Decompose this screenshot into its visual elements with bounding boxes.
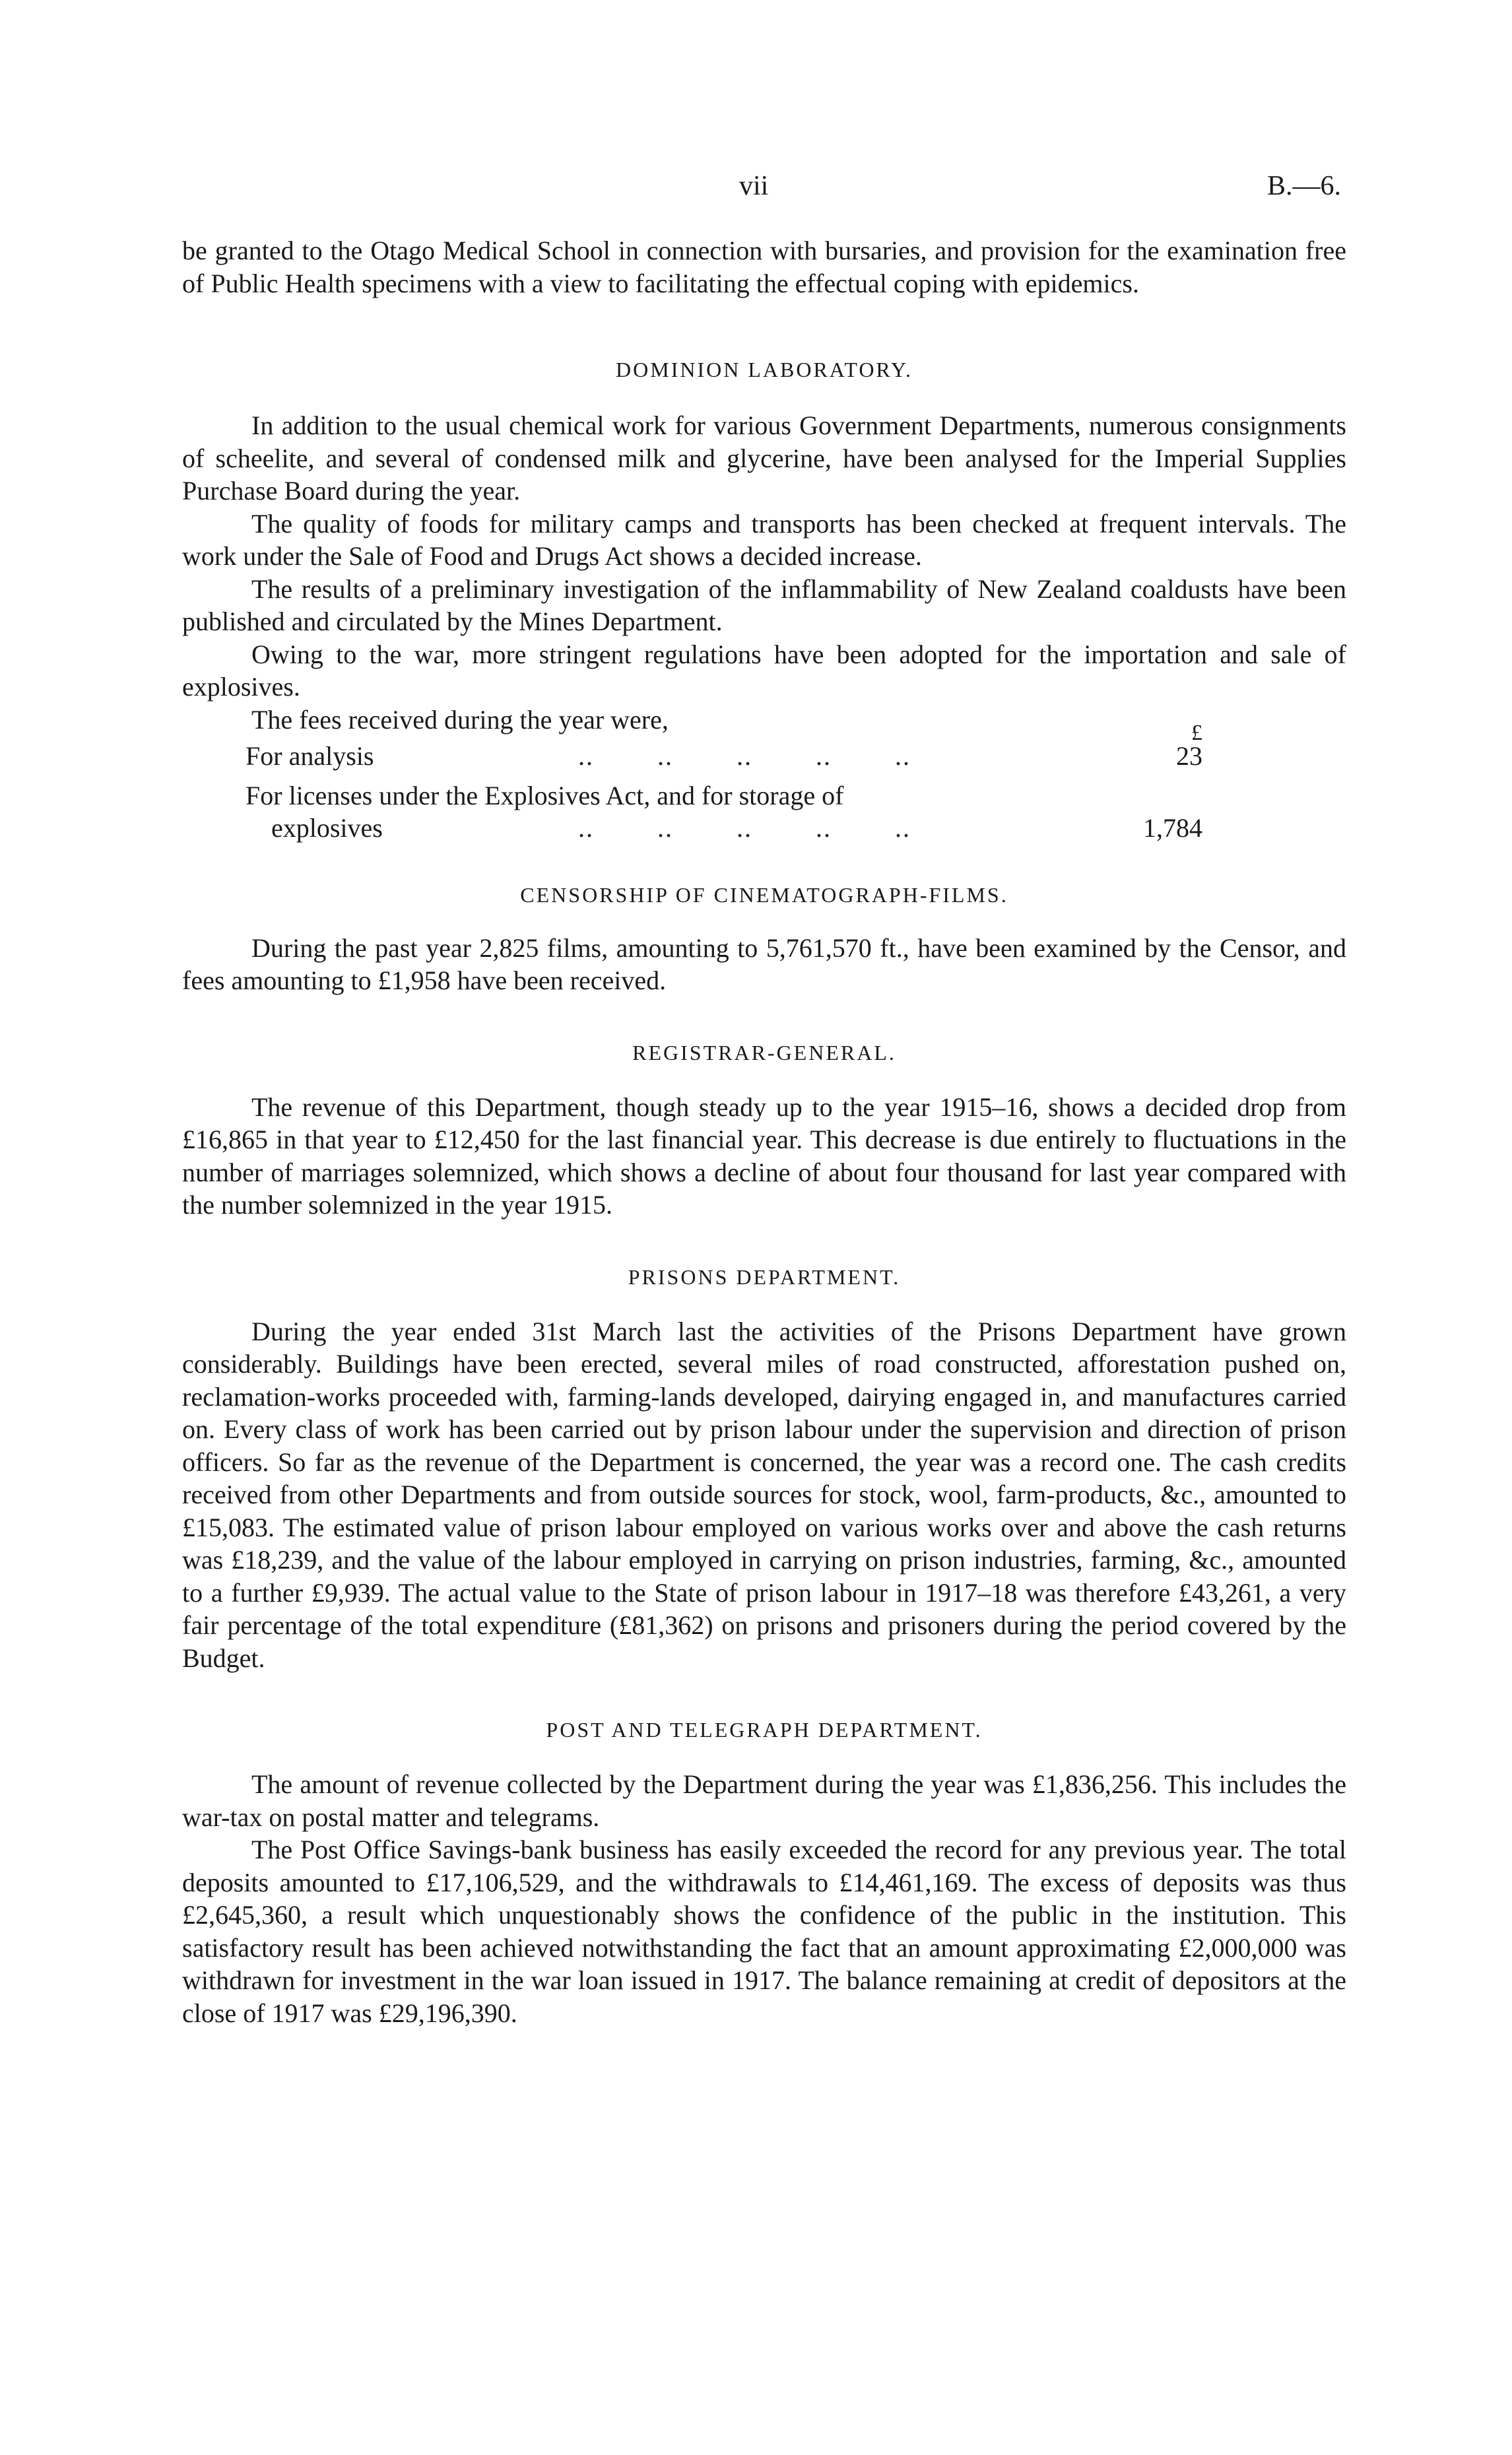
fee-amount: 23: [1176, 741, 1202, 771]
leader-dots: .. .. .. .. ..: [578, 813, 911, 843]
section-post-telegraph: [182, 1717, 1346, 2029]
section-heading: REGISTRAR-GENERAL.: [632, 1040, 896, 1064]
page-number: vii: [739, 171, 769, 201]
section-prisons: [182, 1264, 1346, 1675]
continuation-paragraph: be granted to the Otago Medical School in connection with bursaries, and provision for the examination free of Public Health specimens with a view to facilitating the effectual coping with epidemics.: [182, 236, 1346, 298]
section-heading: PRISONS DEPARTMENT.: [628, 1264, 901, 1289]
currency-header: £: [1191, 720, 1202, 745]
fee-label: explosives: [271, 813, 383, 843]
section-heading: CENSORSHIP OF CINEMATOGRAPH-FILMS.: [520, 882, 1008, 907]
fee-row-continued: [182, 812, 1346, 845]
paragraph: The amount of revenue collected by the Department during the year was £1,836,256. This includes the war-tax on postal matter and telegrams.: [182, 1769, 1346, 1832]
fees-table: [182, 704, 1346, 845]
paragraph: Owing to the war, more stringent regulations have been adopted for the importation and sale of explosives.: [182, 639, 1346, 702]
fee-label: For licenses under the Explosives Act, and for storage of: [246, 780, 844, 810]
fee-row: [182, 740, 1346, 773]
paragraph: The Post Office Savings-bank business has easily exceeded the record for any previous year. The total deposits amounted to £17,106,529, and the withdrawals to £14,461,169. The excess of deposits was thus £2,645,360, a result which unquestionably shows the confidence of the public in the institution. This satisfactory result has been achieved notwithstanding the fact that an amount approximating £2,000,000 was withdrawn for investment in the war loan issued in 1917. The balance remaining at credit of depositors at the close of 1917 was £29,196,390.: [182, 1835, 1346, 2028]
paragraph: In addition to the usual chemical work for various Government Departments, numerous consignments of scheelite, and several of condensed milk and glycerine, have been analysed for the Imperial Supplies Purchase Board during the year.: [182, 410, 1346, 506]
section-censorship: [182, 882, 1346, 997]
page-body: [182, 234, 1346, 2029]
section-heading: POST AND TELEGRAPH DEPARTMENT.: [546, 1718, 983, 1742]
document-reference: B.—6.: [1266, 171, 1341, 201]
paragraph: The revenue of this Department, though steady up to the year 1915–16, shows a decided drop from £16,865 in that year to £12,450 for the last financial year. This decrease is due entirely to fluctuations in the number of marriages solemnized, which shows a decline of about four thousand for last year compared with the number solemnized in the year 1915.: [182, 1092, 1346, 1220]
fee-label: For analysis: [246, 741, 374, 771]
fee-row: [182, 779, 1346, 812]
fees-intro-text: The fees received during the year were,: [251, 704, 669, 735]
section-registrar-general: [182, 1039, 1346, 1222]
fee-amount: 1,784: [1143, 813, 1202, 843]
section-dominion-laboratory: [182, 356, 1346, 845]
paragraph: The results of a preliminary investigation of the inflammability of New Zealand coaldusts have been published and circulated by the Mines Department.: [182, 573, 1346, 636]
paragraph: During the past year 2,825 films, amounting to 5,761,570 ft., have been examined by the Censor, and fees amounting to £1,958 have been received.: [182, 933, 1346, 995]
section-heading: DOMINION LABORATORY.: [616, 358, 913, 381]
leader-dots: .. .. .. .. ..: [578, 741, 911, 771]
paragraph: The quality of foods for military camps and transports has been checked at frequent intervals. The work under the Sale of Food and Drugs Act shows a decided increase.: [182, 508, 1346, 571]
paragraph: During the year ended 31st March last the activities of the Prisons Department have grown considerably. Buildings have been erected, several miles of road constructed, afforestation pushed on, reclamation-works proceeded with, farming-lands developed, dairying engaged in, and manufactures carried on. Every class of work has been carried out by prison labour under the supervision and direction of prison officers. So far as the revenue of the Department is concerned, the year was a record one. The cash credits received from other Departments and from outside sources for stock, wool, farm-products, &c., amounted to £15,083. The estimated value of prison labour employed on various works over and above the cash returns was £18,239, and the value of the labour employed in carrying on prison industries, farming, &c., amounted to a further £9,939. The actual value to the State of prison labour in 1917–18 was therefore £43,261, a very fair percentage of the total expenditure (£81,362) on prisons and prisoners during the period covered by the Budget.: [182, 1316, 1346, 1673]
